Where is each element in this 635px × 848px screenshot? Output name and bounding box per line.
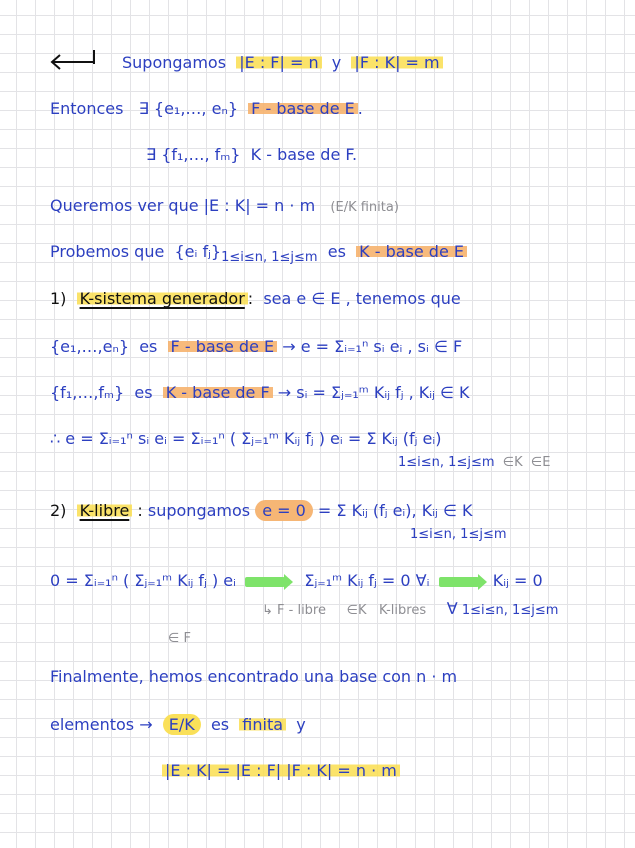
k-libres-note: K-libres	[378, 603, 427, 618]
in-e-label: ∈E	[530, 455, 551, 470]
line-suppose	[122, 52, 443, 74]
f-base-de-e-2: F - base de E	[168, 337, 278, 356]
e-expansion: → e = Σᵢ₌₁ⁿ sᵢ eᵢ , sᵢ ∈ F	[282, 337, 463, 356]
k-base-de-e: K - base de E	[356, 242, 467, 261]
entonces-label: Entonces	[50, 99, 124, 118]
tower-law-formula: |E : K| = |E : F| |F : K| = n · m	[162, 761, 400, 780]
line-queremos	[50, 195, 399, 219]
finita-word: finita	[239, 715, 286, 734]
part2-index: 1≤i≤n, 1≤j≤m	[410, 527, 507, 542]
part1-colon: :	[247, 289, 254, 308]
line-entonces	[50, 98, 363, 120]
basis-f-set: ∃ {f₁,…, fₘ}	[146, 145, 241, 164]
f-base-de-e: F - base de E	[248, 99, 358, 118]
forall-symbol: ∀	[446, 599, 458, 618]
in-f-note-line	[168, 628, 191, 650]
degree-e-f: |E : F| = n	[236, 53, 321, 72]
therefore-formula: ∴ e = Σᵢ₌₁ⁿ sᵢ eᵢ = Σᵢ₌₁ⁿ ( Σⱼ₌₁ᵐ Kᵢⱼ fⱼ ) eᵢ = Σ Kᵢⱼ (fⱼ eᵢ)	[50, 429, 442, 448]
es-word-4: es	[210, 715, 230, 734]
e-base-set: {e₁,…,eₙ}	[50, 337, 130, 356]
k-base-de-f-2: K - base de F	[163, 383, 273, 402]
part1-number: 1)	[50, 289, 67, 308]
green-arrow-icon	[245, 577, 285, 587]
line-therefore	[50, 428, 441, 450]
coeff-zero: Kᵢⱼ = 0	[492, 571, 543, 590]
probemos-label: Probemos que	[50, 242, 165, 261]
line-part1	[50, 288, 461, 310]
part2-title: K-libre	[77, 501, 133, 520]
k-base-de-f: K - base de F.	[250, 145, 358, 164]
line-part2-sub	[410, 524, 507, 546]
part2-formula: = Σ Kᵢⱼ (fⱼ eᵢ), Kᵢⱼ ∈ K	[317, 501, 473, 520]
line-basis-f	[146, 144, 357, 166]
basis-e-set: ∃ {e₁,…, eₙ}	[138, 99, 238, 118]
part1-text: sea e ∈ E , tenemos que	[263, 289, 461, 308]
line-e-base	[50, 336, 462, 358]
product-set-index: 1≤i≤n, 1≤j≤m	[221, 250, 318, 266]
line-tower-law	[162, 760, 400, 782]
line-part2	[50, 500, 472, 522]
in-k-label: ∈K	[502, 455, 523, 470]
part2-number: 2)	[50, 501, 67, 520]
f-base-set: {f₁,…,fₘ}	[50, 383, 125, 402]
es-word-3: es	[134, 383, 153, 402]
zero-sum-formula: 0 = Σᵢ₌₁ⁿ ( Σⱼ₌₁ᵐ Kᵢⱼ fⱼ ) eᵢ	[50, 571, 236, 590]
line-therefore-sub	[398, 452, 550, 474]
degree-f-k: |F : K| = m	[351, 53, 442, 72]
in-f-note: ∈ F	[168, 631, 191, 646]
line-probemos	[50, 241, 467, 269]
back-arrow-icon	[48, 48, 98, 72]
line-finalmente	[50, 666, 457, 688]
es-word: es	[327, 242, 346, 261]
quotient-e-k: E/K	[163, 714, 201, 735]
e-equals-zero: e = 0	[255, 500, 313, 521]
finite-note: (E/K finita)	[330, 200, 399, 215]
queremos-text: Queremos ver que |E : K| = n · m	[50, 196, 316, 215]
part2-colon: :	[137, 501, 143, 520]
inner-sum-zero: Σⱼ₌₁ᵐ Kᵢⱼ fⱼ = 0 ∀ᵢ	[304, 571, 430, 590]
period: .	[357, 99, 363, 118]
line-elementos	[50, 714, 306, 736]
line-zero-sum-notes	[262, 598, 558, 622]
green-arrow-icon-2	[439, 577, 479, 587]
f-libre-note: ↳ F - libre	[262, 603, 326, 618]
elementos-label: elementos →	[50, 715, 153, 734]
line-zero-sum	[50, 570, 543, 592]
and-word: y	[331, 53, 342, 72]
es-word-2: es	[139, 337, 158, 356]
product-set: {eᵢ fⱼ}	[174, 242, 222, 261]
finalmente-text: Finalmente, hemos encontrado una base con n · m	[50, 667, 458, 686]
suppose-label: Supongamos	[122, 53, 227, 72]
line-f-base	[50, 382, 470, 404]
therefore-index: 1≤i≤n, 1≤j≤m	[398, 455, 495, 470]
part2-text: supongamos	[147, 501, 251, 520]
part1-title: K-sistema generador	[77, 289, 248, 308]
in-k-note: ∈K	[346, 603, 367, 618]
forall-index: 1≤i≤n, 1≤j≤m	[461, 603, 559, 618]
y-word: y	[296, 715, 306, 734]
s-expansion: → sᵢ = Σⱼ₌₁ᵐ Kᵢⱼ fⱼ , Kᵢⱼ ∈ K	[277, 383, 470, 402]
